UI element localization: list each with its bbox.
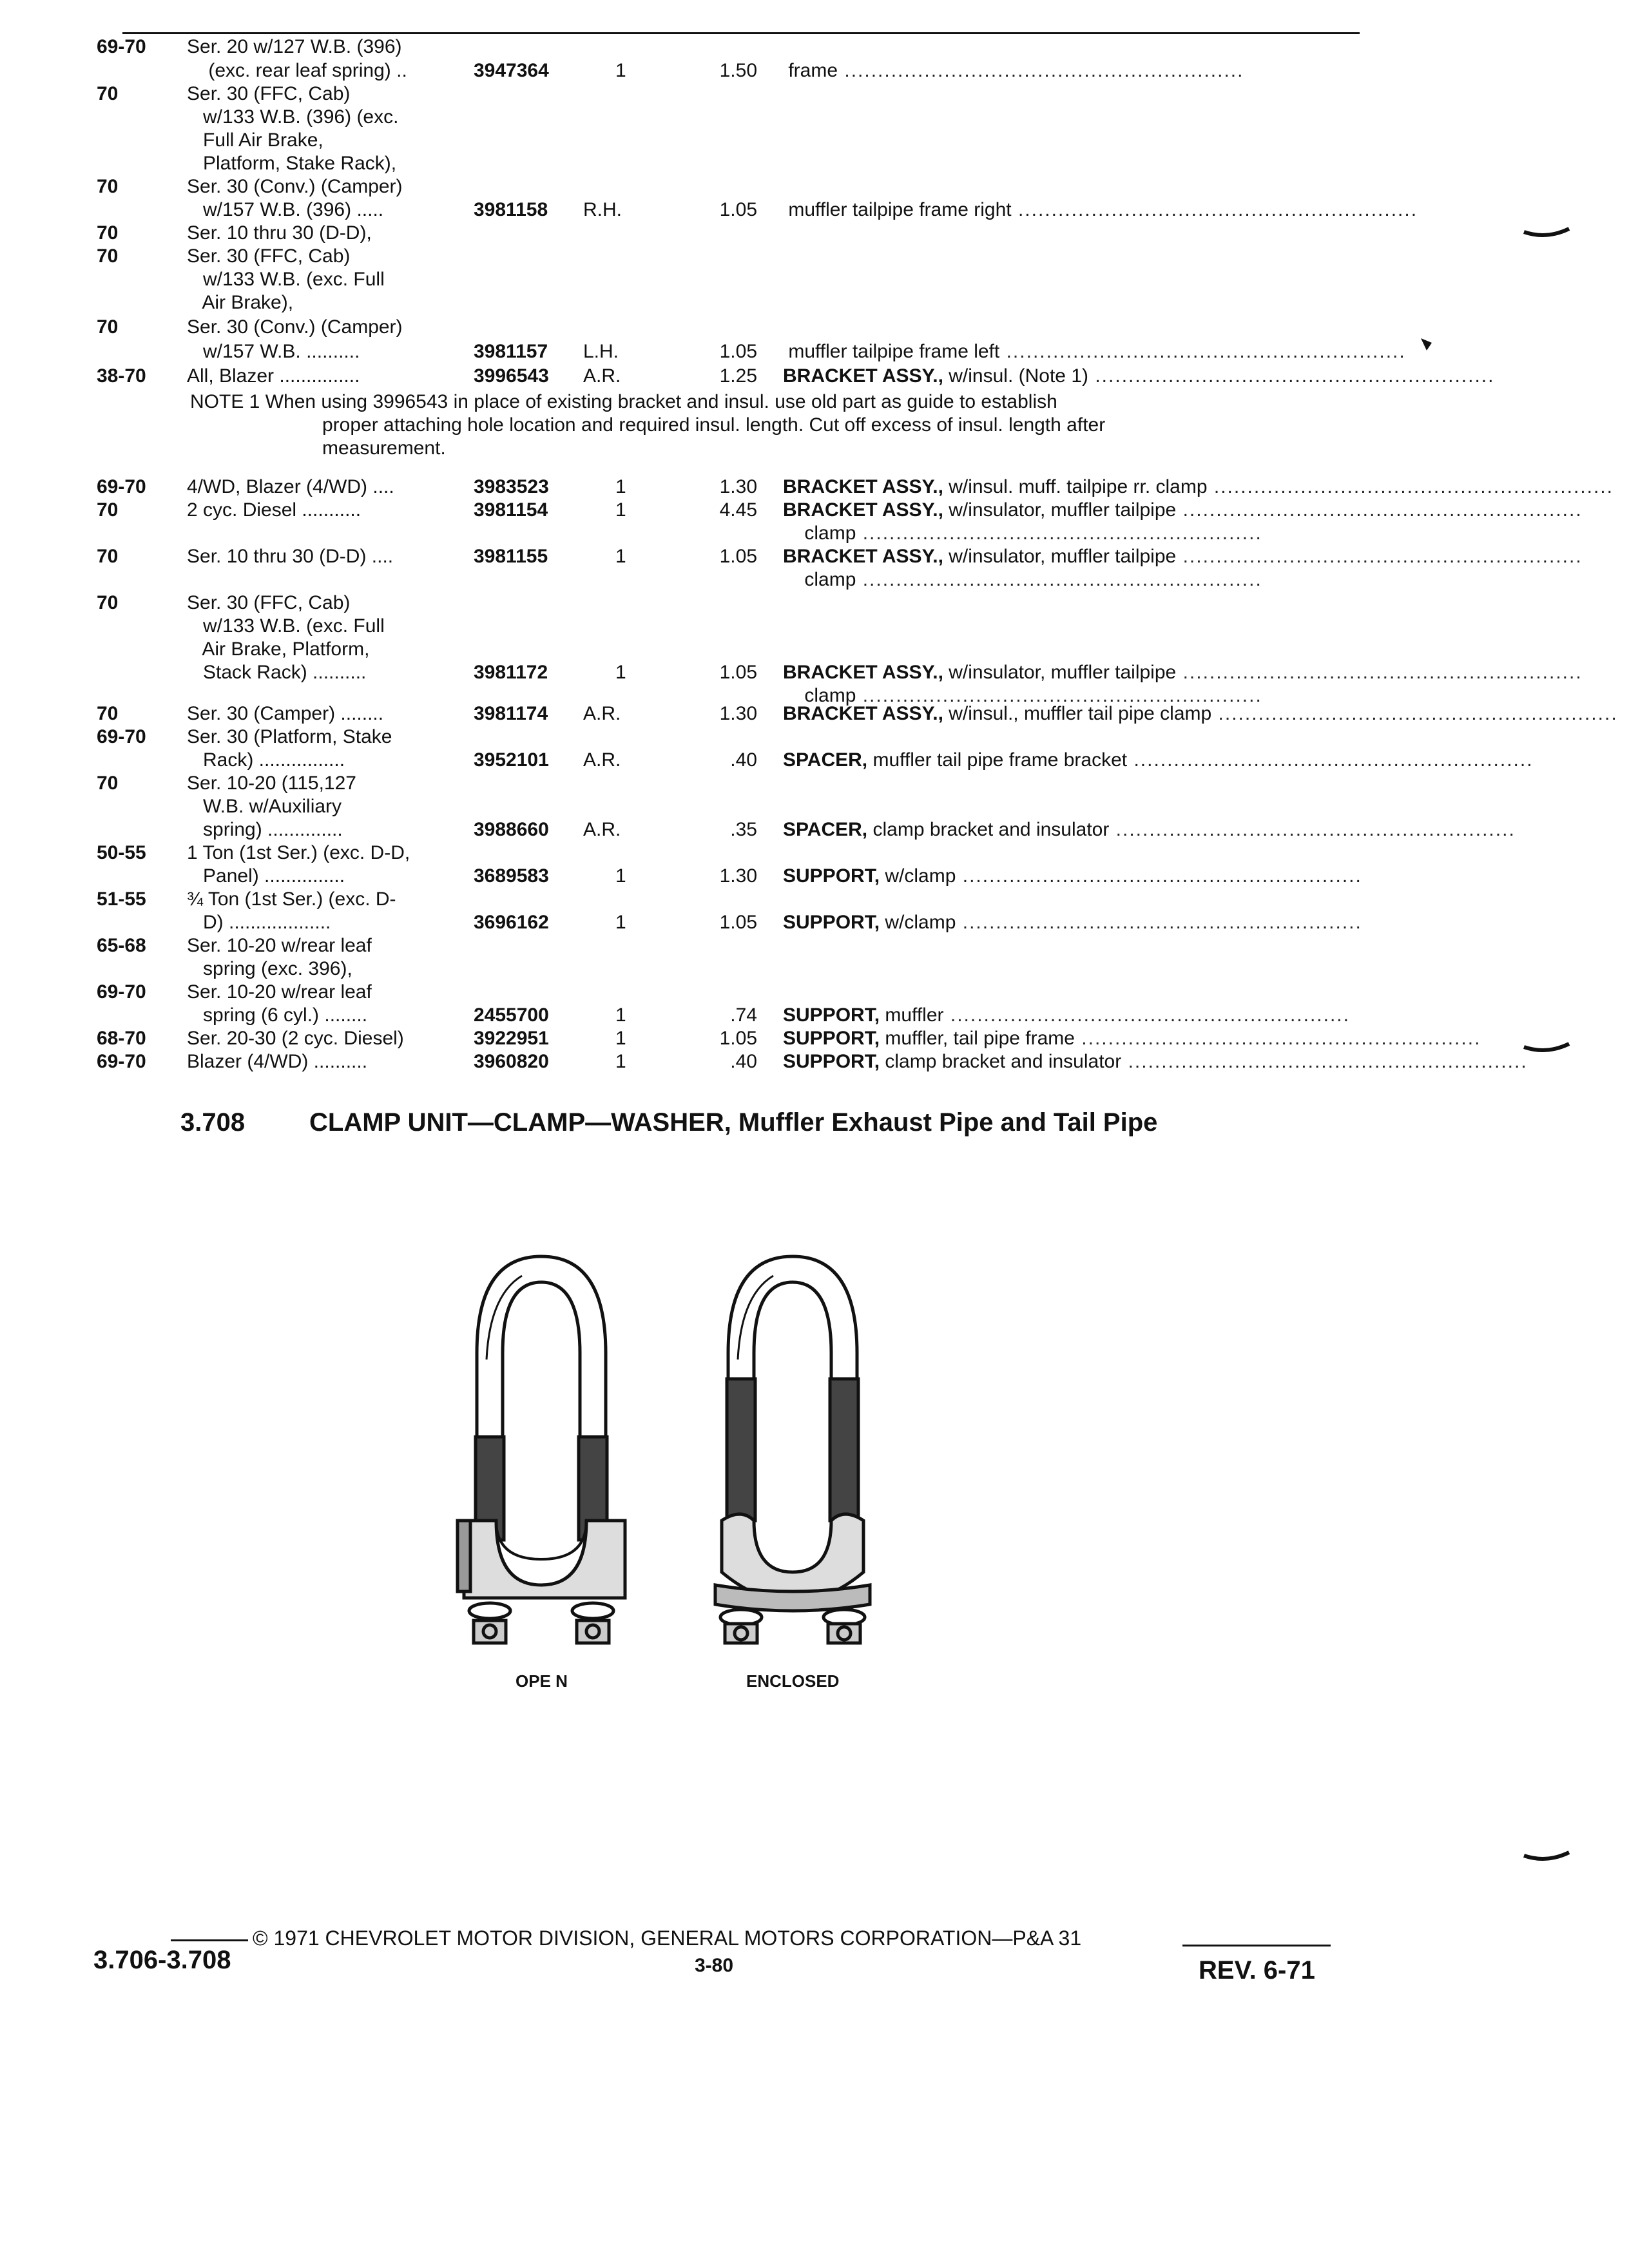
leader-dots: ............................................................ <box>956 912 1362 933</box>
model-years: 68-70 <box>97 1028 146 1049</box>
quantity: 1 <box>615 865 626 887</box>
part-name-heading: SUPPORT, <box>783 865 880 887</box>
part-name <box>783 499 1583 522</box>
price: .40 <box>730 749 757 771</box>
part-suffix: A.R. <box>583 819 621 840</box>
leader-dots: ............................................................ <box>856 685 1262 706</box>
part-name-heading: BRACKET ASSY., <box>783 499 943 521</box>
price: .35 <box>730 819 757 840</box>
application-description: Rack) ................ <box>187 749 345 771</box>
part-name <box>783 934 1350 957</box>
model-years: 70 <box>97 592 119 613</box>
leader-dots: ............................................................ <box>856 569 1262 590</box>
part-name-heading: BRACKET ASSY., <box>783 662 943 683</box>
part-name <box>783 522 1350 545</box>
margin-dot <box>1418 335 1437 354</box>
part-number: 3988660 <box>474 819 549 840</box>
application-description: Ser. 20 w/127 W.B. (396) <box>187 36 402 57</box>
part-name <box>783 865 1362 888</box>
part-name <box>783 568 1350 591</box>
leader-dots: ............................................................ <box>1109 819 1516 840</box>
top-rule <box>122 32 1360 34</box>
model-years: 70 <box>97 703 119 724</box>
part-name-heading: SPACER, <box>783 749 868 771</box>
part-name-detail: w/insul., muffler tail pipe clamp <box>949 703 1212 724</box>
footer-copyright: © 1971 CHEVROLET MOTOR DIVISION, GENERAL MOTORS CORPORATION—P&A 31 <box>253 1927 1082 1950</box>
leader-dots: ............................................................ <box>856 523 1262 544</box>
application-description: w/157 W.B. (396) ..... <box>187 199 384 220</box>
application-description: Blazer (4/WD) .......... <box>187 1051 368 1072</box>
application-description: w/133 W.B. (396) (exc. <box>187 106 399 128</box>
part-number: 2455700 <box>474 1004 549 1026</box>
part-name-detail: w/clamp <box>885 912 956 933</box>
application-description: Ser. 30 (Platform, Stake <box>187 726 392 747</box>
price: 1.30 <box>719 476 757 497</box>
part-name <box>783 35 1350 59</box>
price: 1.30 <box>719 703 757 724</box>
part-name <box>783 340 1406 363</box>
application-description: ¾ Ton (1st Ser.) (exc. D- <box>187 889 396 910</box>
application-description: Platform, Stake Rack), <box>187 153 397 174</box>
model-years: 70 <box>97 499 119 521</box>
application-description: Stack Rack) .......... <box>187 662 367 683</box>
footer-page-number: 3-80 <box>695 1955 734 1976</box>
part-name <box>783 316 1350 339</box>
application-description: 4/WD, Blazer (4/WD) .... <box>187 476 394 497</box>
part-name-detail: w/insulator, muffler tailpipe <box>949 499 1177 521</box>
part-name-detail: w/insulator, muffler tailpipe <box>949 662 1177 683</box>
application-description: 1 Ton (1st Ser.) (exc. D-D, <box>187 842 410 863</box>
part-name <box>783 198 1418 222</box>
part-name <box>783 911 1362 934</box>
part-name <box>783 638 1350 661</box>
application-description: Full Air Brake, <box>187 130 323 151</box>
price: 1.05 <box>719 199 757 220</box>
leader-dots: ............................................................ <box>1011 199 1418 220</box>
part-name <box>783 1027 1481 1050</box>
model-years: 50-55 <box>97 842 146 863</box>
footer-revision: REV. 6-71 <box>1199 1956 1315 1984</box>
part-number: 3981157 <box>474 341 548 362</box>
quantity: 1 <box>615 60 626 81</box>
part-name <box>783 82 1350 106</box>
application-description: spring) .............. <box>187 819 343 840</box>
part-name <box>783 291 1350 314</box>
application-description: Air Brake), <box>187 292 294 313</box>
quantity: 1 <box>615 1051 626 1072</box>
part-name <box>783 365 1495 388</box>
price: 1.05 <box>719 341 757 362</box>
quantity: 1 <box>615 546 626 567</box>
application-description: (exc. rear leaf spring) .. <box>187 60 407 81</box>
part-name <box>783 59 1350 82</box>
part-name-detail: clamp bracket and insulator <box>885 1051 1122 1072</box>
part-number: 3922951 <box>474 1028 549 1049</box>
part-name-heading: SPACER, <box>783 819 868 840</box>
part-number: 3981158 <box>474 199 548 220</box>
note-line-2: proper attaching hole location and required insul. length. Cut off excess of insul. length after <box>322 414 1106 436</box>
application-description: w/133 W.B. (exc. Full <box>187 269 385 290</box>
part-name-heading: BRACKET ASSY., <box>783 703 943 724</box>
part-name <box>783 888 1350 911</box>
application-description: w/157 W.B. .......... <box>187 341 360 362</box>
application-description: Ser. 10 thru 30 (D-D), <box>187 222 372 244</box>
part-suffix: A.R. <box>583 703 621 724</box>
application-description: spring (6 cyl.) ........ <box>187 1004 368 1026</box>
note-line-3: measurement. <box>322 437 446 459</box>
part-name <box>783 545 1583 568</box>
part-name <box>783 268 1350 291</box>
leader-dots: ............................................................ <box>1127 749 1534 771</box>
part-name <box>783 957 1350 981</box>
part-name-detail: muffler <box>885 1004 944 1026</box>
model-years: 69-70 <box>97 981 146 1003</box>
quantity: 1 <box>615 1028 626 1049</box>
leader-dots: ............................................................ <box>1088 365 1495 387</box>
part-name <box>783 106 1350 129</box>
quantity: 1 <box>615 1004 626 1026</box>
price: 1.05 <box>719 662 757 683</box>
part-name <box>783 129 1350 152</box>
application-description: Ser. 30 (Camper) ........ <box>187 703 384 724</box>
margin-mark <box>1521 226 1572 245</box>
application-description: W.B. w/Auxiliary <box>187 796 342 817</box>
part-name <box>783 476 1614 499</box>
application-description: Ser. 30 (FFC, Cab) <box>187 83 351 104</box>
part-name-heading: SUPPORT, <box>783 1051 880 1072</box>
open-clamp-caption: OPE N <box>516 1671 568 1691</box>
margin-mark <box>1521 1041 1572 1060</box>
leader-dots: ............................................................ <box>1211 703 1618 724</box>
part-name-heading: BRACKET ASSY., <box>783 365 943 387</box>
note-line-1: NOTE 1 When using 3996543 in place of existing bracket and insul. use old part as guide to establish <box>190 391 1057 412</box>
footer-section-range: 3.706-3.708 <box>93 1946 231 1974</box>
model-years: 51-55 <box>97 889 146 910</box>
price: 1.50 <box>719 60 757 81</box>
part-name-detail: w/insulator, muffler tailpipe <box>949 546 1177 567</box>
part-name <box>783 795 1350 818</box>
model-years: 70 <box>97 222 119 244</box>
part-number: 3981155 <box>474 546 548 567</box>
leader-dots: ............................................................ <box>1176 546 1583 567</box>
part-name <box>783 981 1350 1004</box>
model-years: 69-70 <box>97 1051 146 1072</box>
model-years: 38-70 <box>97 365 146 387</box>
part-name <box>783 1004 1350 1027</box>
part-number: 3960820 <box>474 1051 549 1072</box>
part-name-detail: clamp <box>788 685 856 706</box>
application-description: Panel) ............... <box>187 865 345 887</box>
application-description: Ser. 10-20 (115,127 <box>187 773 356 794</box>
model-years: 65-68 <box>97 935 146 956</box>
part-name <box>783 615 1350 638</box>
part-name-heading: BRACKET ASSY., <box>783 476 943 497</box>
leader-dots: ............................................................ <box>956 865 1362 887</box>
application-description: Ser. 30 (FFC, Cab) <box>187 592 351 613</box>
leader-dots: ............................................................ <box>1074 1028 1481 1049</box>
model-years: 70 <box>97 245 119 267</box>
quantity: 1 <box>615 662 626 683</box>
part-name <box>783 749 1534 772</box>
part-name <box>783 152 1350 175</box>
price: 1.05 <box>719 912 757 933</box>
part-name-detail: muffler tailpipe frame left <box>788 341 1000 362</box>
application-description: Ser. 30 (FFC, Cab) <box>187 245 351 267</box>
leader-dots: ............................................................ <box>1176 662 1583 683</box>
part-name-detail: w/clamp <box>885 865 956 887</box>
application-description: D) ................... <box>187 912 331 933</box>
part-suffix: A.R. <box>583 365 621 387</box>
part-name-detail: muffler tail pipe frame bracket <box>872 749 1128 771</box>
leader-dots: ............................................................ <box>838 60 1244 81</box>
application-description: Ser. 30 (Conv.) (Camper) <box>187 176 403 197</box>
clamp-illustration <box>438 1237 954 1643</box>
model-years: 70 <box>97 176 119 197</box>
part-name <box>783 175 1350 198</box>
section-number: 3.708 <box>180 1108 246 1137</box>
part-number: 3981154 <box>474 499 548 521</box>
part-name-heading: SUPPORT, <box>783 912 880 933</box>
footer-rule-right <box>1182 1945 1331 1946</box>
price: 1.25 <box>719 365 757 387</box>
application-description: spring (exc. 396), <box>187 958 352 979</box>
model-years: 69-70 <box>97 36 146 57</box>
part-name-heading: BRACKET ASSY., <box>783 546 943 567</box>
model-years: 69-70 <box>97 726 146 747</box>
leader-dots: ............................................................ <box>1176 499 1583 521</box>
part-name-detail: w/insul. muff. tailpipe rr. clamp <box>949 476 1208 497</box>
application-description: Air Brake, Platform, <box>187 639 370 660</box>
part-number: 3981174 <box>474 703 548 724</box>
price: .40 <box>730 1051 757 1072</box>
part-number: 3981172 <box>474 662 548 683</box>
model-years: 70 <box>97 546 119 567</box>
application-description: Ser. 10-20 w/rear leaf <box>187 981 372 1003</box>
price: 1.05 <box>719 1028 757 1049</box>
part-number: 3952101 <box>474 749 549 771</box>
part-name-detail: clamp <box>788 569 856 590</box>
price: 1.05 <box>719 546 757 567</box>
leader-dots: ............................................................ <box>1207 476 1614 497</box>
part-name-heading: SUPPORT, <box>783 1004 880 1026</box>
part-name-detail: muffler tailpipe frame right <box>788 199 1012 220</box>
part-name <box>783 591 1350 615</box>
model-years: 69-70 <box>97 476 146 497</box>
part-name <box>783 726 1350 749</box>
price: 4.45 <box>719 499 757 521</box>
quantity: 1 <box>615 912 626 933</box>
part-name-detail: muffler, tail pipe frame <box>885 1028 1075 1049</box>
price: 1.30 <box>719 865 757 887</box>
part-name-detail: clamp <box>788 523 856 544</box>
part-suffix: R.H. <box>583 199 622 220</box>
enclosed-clamp-caption: ENCLOSED <box>746 1671 840 1691</box>
application-description: Ser. 30 (Conv.) (Camper) <box>187 316 403 338</box>
part-name <box>783 772 1350 795</box>
part-name <box>783 841 1350 865</box>
application-description: Ser. 20-30 (2 cyc. Diesel) <box>187 1028 404 1049</box>
model-years: 70 <box>97 773 119 794</box>
part-name <box>783 222 1350 245</box>
price: .74 <box>730 1004 757 1026</box>
part-number: 3947364 <box>474 60 549 81</box>
leader-dots: ............................................................ <box>1121 1051 1528 1072</box>
application-description: w/133 W.B. (exc. Full <box>187 615 385 637</box>
section-title: CLAMP UNIT—CLAMP—WASHER, Muffler Exhaust Pipe and Tail Pipe <box>309 1108 1158 1137</box>
quantity: 1 <box>615 499 626 521</box>
part-name <box>783 702 1618 726</box>
margin-mark <box>1521 1849 1572 1869</box>
application-description: All, Blazer ............... <box>187 365 360 387</box>
part-name <box>783 1050 1528 1073</box>
part-number: 3996543 <box>474 365 549 387</box>
leader-dots: ............................................................ <box>943 1004 1350 1026</box>
quantity: 1 <box>615 476 626 497</box>
part-name-detail: clamp bracket and insulator <box>872 819 1110 840</box>
part-name <box>783 661 1583 684</box>
part-number: 3983523 <box>474 476 549 497</box>
part-name <box>783 818 1516 841</box>
application-description: Ser. 10 thru 30 (D-D) .... <box>187 546 394 567</box>
model-years: 70 <box>97 83 119 104</box>
part-name-detail: w/insul. (Note 1) <box>949 365 1089 387</box>
part-name <box>783 245 1350 268</box>
part-number: 3689583 <box>474 865 549 887</box>
part-suffix: A.R. <box>583 749 621 771</box>
footer-rule-left <box>171 1939 248 1941</box>
part-number: 3696162 <box>474 912 549 933</box>
part-name-detail: frame <box>788 60 838 81</box>
application-description: Ser. 10-20 w/rear leaf <box>187 935 372 956</box>
application-description: 2 cyc. Diesel ........... <box>187 499 361 521</box>
part-suffix: L.H. <box>583 341 619 362</box>
leader-dots: ............................................................ <box>999 341 1406 362</box>
model-years: 70 <box>97 316 119 338</box>
part-name-heading: SUPPORT, <box>783 1028 880 1049</box>
